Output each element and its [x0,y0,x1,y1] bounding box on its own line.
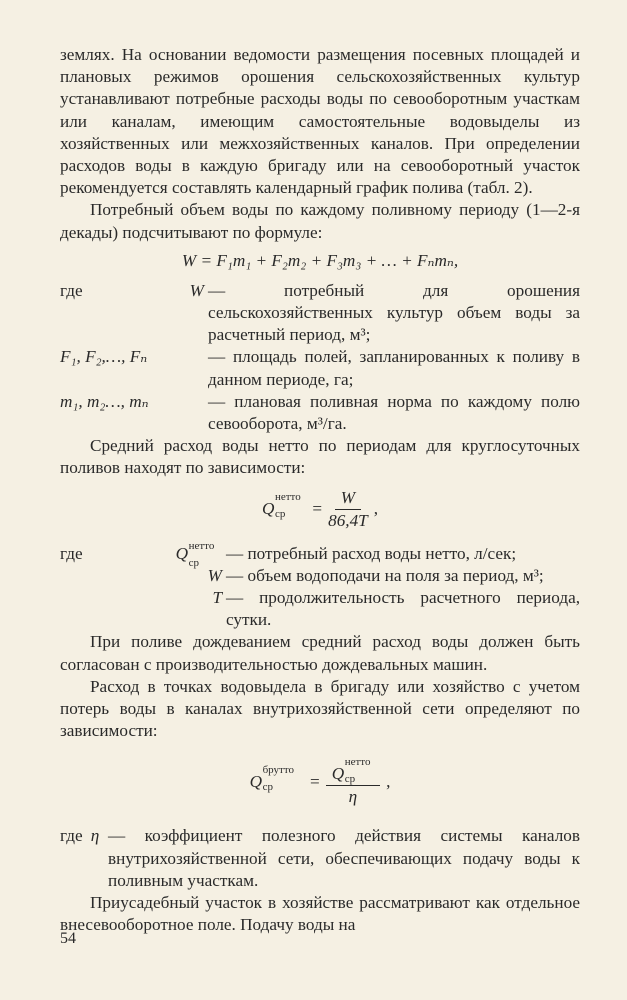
definition-row [60,391,580,435]
definition-text: — плановая поливная норма по каждому полю севооборота, м³/га. [208,391,580,434]
definition-eta [60,825,580,892]
definition-text: — площадь полей, запланированных к поливу в данном периоде, га; [208,347,580,389]
definition-text: — потребный расход воды нетто, л/сек; [226,543,517,563]
paragraph-6: Приусадебный участок в хозяйстве рассматривают как отдельное внесевооборотное поле. Подачу воды на [60,893,580,935]
paragraph-2: Потребный объем воды по каждому поливному периоду (1—2-я декады) подсчитывают по формуле: [60,200,580,242]
definition-row [60,280,580,347]
definition-symbol: m₁, m₂…, mₙ [60,391,149,411]
definition-text: — потребный для орошения сельскохозяйственных культур объем воды за расчетный период, м³; [208,280,580,345]
definition-symbol: T [212,588,222,608]
net-flow-symbol: Q нетто ср [261,491,301,521]
definition-text: — коэффициент полезного действия системы каналов внутрихозяйственной сети, обеспечивающих подачу воды к поливным участкам. [108,826,580,890]
definition-symbol: Q нетто ср [175,539,215,569]
formula-net-flow: Q нетто ср = $\frac{W}{86,4T}$ , [261,487,379,530]
definition-row [60,565,580,587]
definition-row [60,539,580,569]
fraction: Q нетто ср η [326,756,380,807]
formula-gross-flow: Q брутто ср = Q нетто ср η , [249,756,391,807]
paragraph-3: Средний расход воды нетто по периодам для круглосуточных поливов находят по зависимости: [60,436,580,478]
definition-row [60,346,580,390]
definitions-volume [60,280,580,435]
definition-symbol: η [90,826,100,846]
equals-sign: = [312,499,323,519]
definitions-net-flow [60,539,580,632]
definition-row [60,587,580,631]
definition-symbol: W [207,565,222,585]
gross-flow-symbol: Q брутто ср [249,763,294,793]
where-label: где [60,543,83,563]
page-body [60,44,580,937]
formula-volume: W = F₁m₁ + F₂m₂ + F₃m₃ + … + Fₙmₙ, [181,250,459,270]
where-label: где [60,826,83,846]
definition-symbol: W [189,280,204,300]
equals-sign: = [310,771,320,791]
fraction: $\frac{W}{86,4T}$ [328,487,368,530]
definition-symbol: F₁, F₂,…, Fₙ [60,347,148,367]
definition-text: — объем водоподачи на поля за период, м³; [226,565,544,585]
paragraph-5: Расход в точках водовыдела в бригаду или хозяйство с учетом потерь воды в каналах внутрихозяйственной сети определяют по зависимости: [60,676,580,741]
definition-text: — продолжительность расчетного периода, сутки. [226,588,580,630]
page-number: 54 [60,930,76,947]
paragraph-4: При поливе дождеванием средний расход воды должен быть согласован с производительностью дождевальных машин. [60,632,580,674]
paragraph-1: землях. На основании ведомости размещения посевных площадей и плановых режимов орошения сельскохозяйственных культур устанавливают потребные расходы воды по севооборотным участкам или каналам, имеющим самостоятельные водовыделы из хозяйственных или межхозяйственных каналов. При определении расходов воды в каждую бригаду или на севооборотный участок рекомендуется составлять календарный график полива (табл. 2). [60,45,580,198]
where-label: где [60,280,83,300]
